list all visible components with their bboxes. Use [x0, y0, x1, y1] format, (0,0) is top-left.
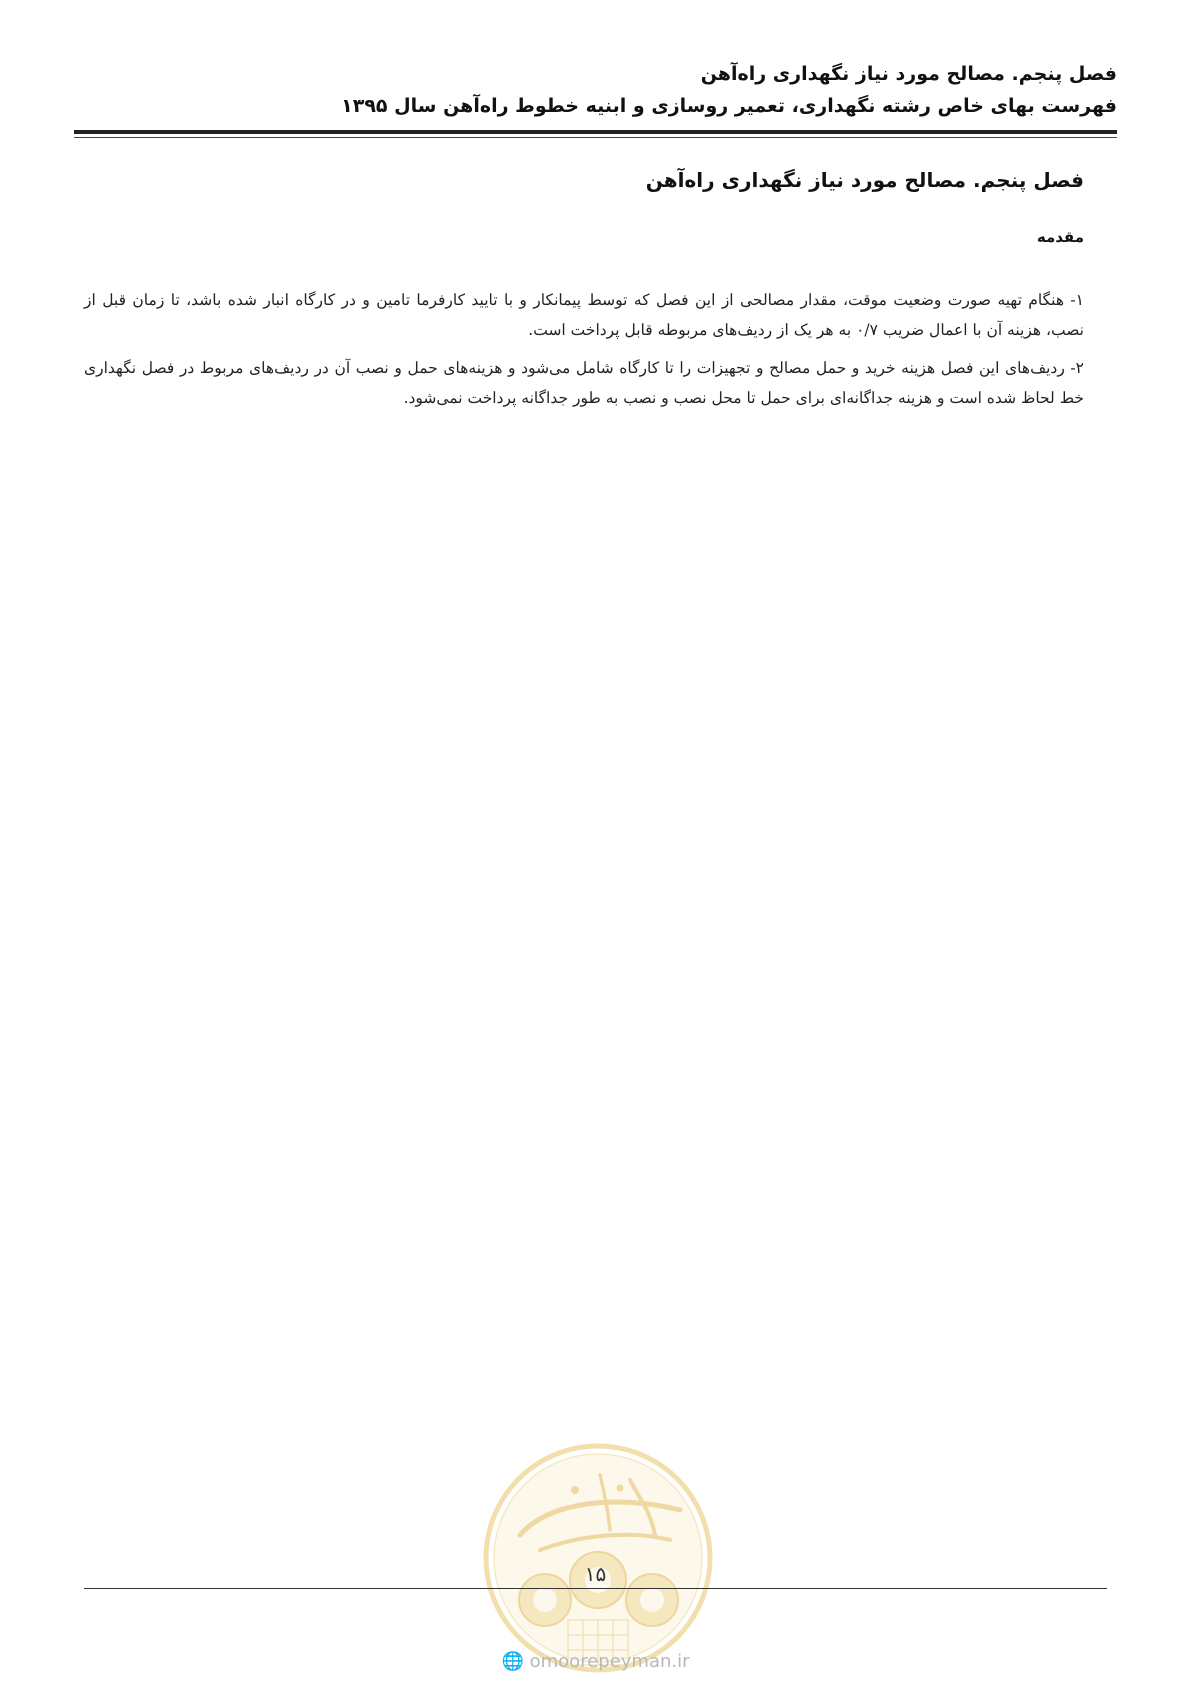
header-rule-thin	[74, 137, 1117, 138]
chapter-title: فصل پنجم. مصالح مورد نیاز نگهداری راه‌آهن	[645, 168, 1084, 192]
header-rule-thick	[74, 130, 1117, 134]
watermark-url-text: omoorepeyman.ir	[529, 1651, 690, 1672]
intro-heading: مقدمه	[1036, 228, 1084, 246]
globe-icon: 🌐	[501, 1651, 524, 1672]
page-number-text: ۱۵	[584, 1562, 607, 1586]
paragraph-1: ۱- هنگام تهیه صورت وضعیت موقت، مقدار مصالحی از این فصل که توسط پیمانکار و با تایید کارفرما تامین و در کارگاه انبار شده باشد، تا زمان قبل از نصب، هزینه آن با اعمال ضریب ۰/۷ به هر یک از ردیف‌های مربوطه قابل پرداخت است.	[84, 291, 1084, 339]
paragraph-2: ۲- ردیف‌های این فصل هزینه خرید و حمل مصالح و تجهیزات را تا کارگاه شامل می‌شود و هزینه‌های حمل و نصب آن در ردیف‌های مربوط در فصل نگهداری خط لحاظ شده است و هزینه جداگانه‌ای برای حمل تا محل نصب و نصب به طور جداگانه پرداخت نمی‌شود.	[84, 359, 1084, 407]
header-document-title: فهرست بهای خاص رشته نگهداری، تعمیر روسازی و ابنیه خطوط راه‌آهن سال ۱۳۹۵	[341, 95, 1117, 117]
watermark-logo	[480, 1440, 716, 1676]
header-chapter-line: فصل پنجم. مصالح مورد نیاز نگهداری راه‌آهن	[700, 63, 1117, 85]
running-header	[74, 58, 1117, 122]
watermark-url	[0, 1651, 1191, 1672]
footer-rule	[84, 1588, 1107, 1589]
page-number	[0, 1562, 1191, 1586]
body-text	[84, 285, 1084, 421]
